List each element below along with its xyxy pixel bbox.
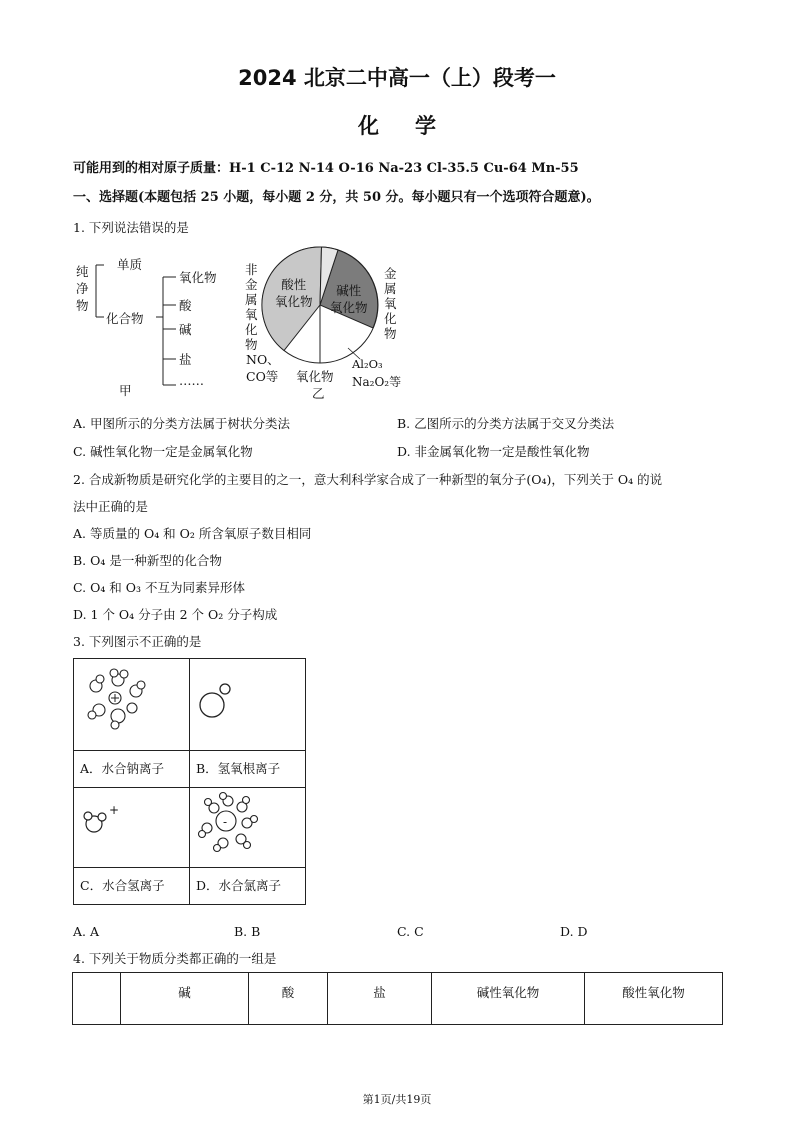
- q1-option-d[interactable]: D. 非金属氧化物一定是酸性氧化物: [397, 444, 590, 459]
- pie-left-label: 非 金 属 氧 化 物: [245, 262, 258, 352]
- hydrated-sodium-ion-figure: [74, 659, 183, 747]
- q2-option-d[interactable]: D. 1 个 O₄ 分子由 2 个 O₂ 分子构成: [73, 607, 278, 622]
- q3-caption-d: D．水合氯离子: [190, 868, 306, 905]
- q2-option-c[interactable]: C. O₄ 和 O₃ 不互为同素异形体: [73, 580, 246, 595]
- table-header-cell: 酸性氧化物: [585, 973, 723, 1025]
- q3-option-b[interactable]: B. B: [234, 924, 261, 939]
- q3-option-c[interactable]: C. C: [397, 924, 424, 939]
- q1-option-c[interactable]: C. 碱性氧化物一定是金属氧化物: [73, 444, 253, 459]
- section-heading: 一、选择题(本题包括 25 小题，每小题 2 分，共 50 分。每小题只有一个选项符合题意)。: [73, 190, 600, 205]
- page-footer: 第1页/共19页: [362, 1093, 432, 1106]
- tree-branch-compound: 化合物: [106, 311, 144, 326]
- q3-stem: 3. 下列图示不正确的是: [73, 634, 202, 649]
- pie-acid-oxide: 酸性 氧化物: [275, 277, 313, 309]
- exam-title: 2024 北京二中高一（上）段考一: [238, 66, 556, 90]
- hydroxide-ion-figure: [190, 659, 299, 747]
- q3-caption-b: B．氢氧根离子: [190, 751, 306, 788]
- table-header-cell: 碱性氧化物: [432, 973, 585, 1025]
- minus-sign: -: [223, 815, 228, 829]
- q1-option-b[interactable]: B. 乙图所示的分类方法属于交叉分类法: [397, 416, 615, 431]
- q2-option-b[interactable]: B. O₄ 是一种新型的化合物: [73, 553, 222, 568]
- q3-pic-d: [190, 788, 306, 868]
- pie-bottom-right-2: Na₂O₂等: [352, 375, 402, 389]
- q3-pic-a: [74, 659, 190, 751]
- tree-branch-element: 单质: [117, 257, 143, 272]
- q3-option-d[interactable]: D. D: [560, 924, 588, 939]
- table-header-row: [73, 973, 723, 1025]
- pie-basic-oxide: 碱性 氧化物: [330, 283, 368, 315]
- q1-stem: 1. 下列说法错误的是: [73, 220, 189, 235]
- q4-stem: 4. 下列关于物质分类都正确的一组是: [73, 951, 277, 966]
- tree-leaf: 酸: [179, 298, 192, 313]
- hydrated-chloride-ion-figure: [190, 788, 299, 864]
- pie-caption: 乙: [312, 386, 325, 401]
- tree-leaf: ……: [179, 373, 204, 388]
- table-header-cell: [73, 973, 121, 1025]
- q3-option-a[interactable]: A. A: [73, 924, 100, 939]
- pie-bottom-mid: 氧化物: [296, 369, 334, 384]
- plus-sign: +: [109, 803, 120, 817]
- tree-leaf: 氧化物: [179, 270, 217, 285]
- q4-table: [72, 972, 723, 1025]
- q2-stem-line1: 2. 合成新物质是研究化学的主要目的之一，意大利科学家合成了一种新型的氧分子(O₄)，下列关于 O₄ 的说: [73, 472, 663, 487]
- q3-pic-c: [74, 788, 190, 868]
- table-header-cell: 碱: [121, 973, 249, 1025]
- subject-title: 化学: [358, 114, 472, 138]
- pie-right-label: 金 属 氧 化 物: [384, 266, 397, 341]
- q2-stem-line2: 法中正确的是: [73, 499, 149, 514]
- tree-leaf: 盐: [179, 352, 192, 367]
- atomic-masses: 可能用到的相对原子质量：H-1 C-12 N-14 O-16 Na-23 Cl-35.5 Cu-64 Mn-55: [73, 161, 579, 176]
- q2-option-a[interactable]: A. 等质量的 O₄ 和 O₂ 所含氧原子数目相同: [73, 526, 312, 541]
- q3-caption-c: C．水合氢离子: [74, 868, 190, 905]
- tree-caption: 甲: [119, 383, 132, 398]
- table-header-cell: 酸: [249, 973, 328, 1025]
- hydronium-ion-figure: [74, 788, 183, 864]
- tree-leaf: 碱: [179, 322, 192, 337]
- q3-caption-a: A．水合钠离子: [74, 751, 190, 788]
- q1-option-a[interactable]: A. 甲图所示的分类方法属于树状分类法: [73, 416, 290, 431]
- tree-root: 纯 净 物: [76, 264, 89, 313]
- pie-bottom-right-1: Al₂O₃: [352, 357, 383, 371]
- table-header-cell: 盐: [328, 973, 432, 1025]
- pie-bottom-left: NO、 CO等: [246, 352, 280, 384]
- q3-figure-table: [73, 658, 306, 905]
- q3-pic-b: [190, 659, 306, 751]
